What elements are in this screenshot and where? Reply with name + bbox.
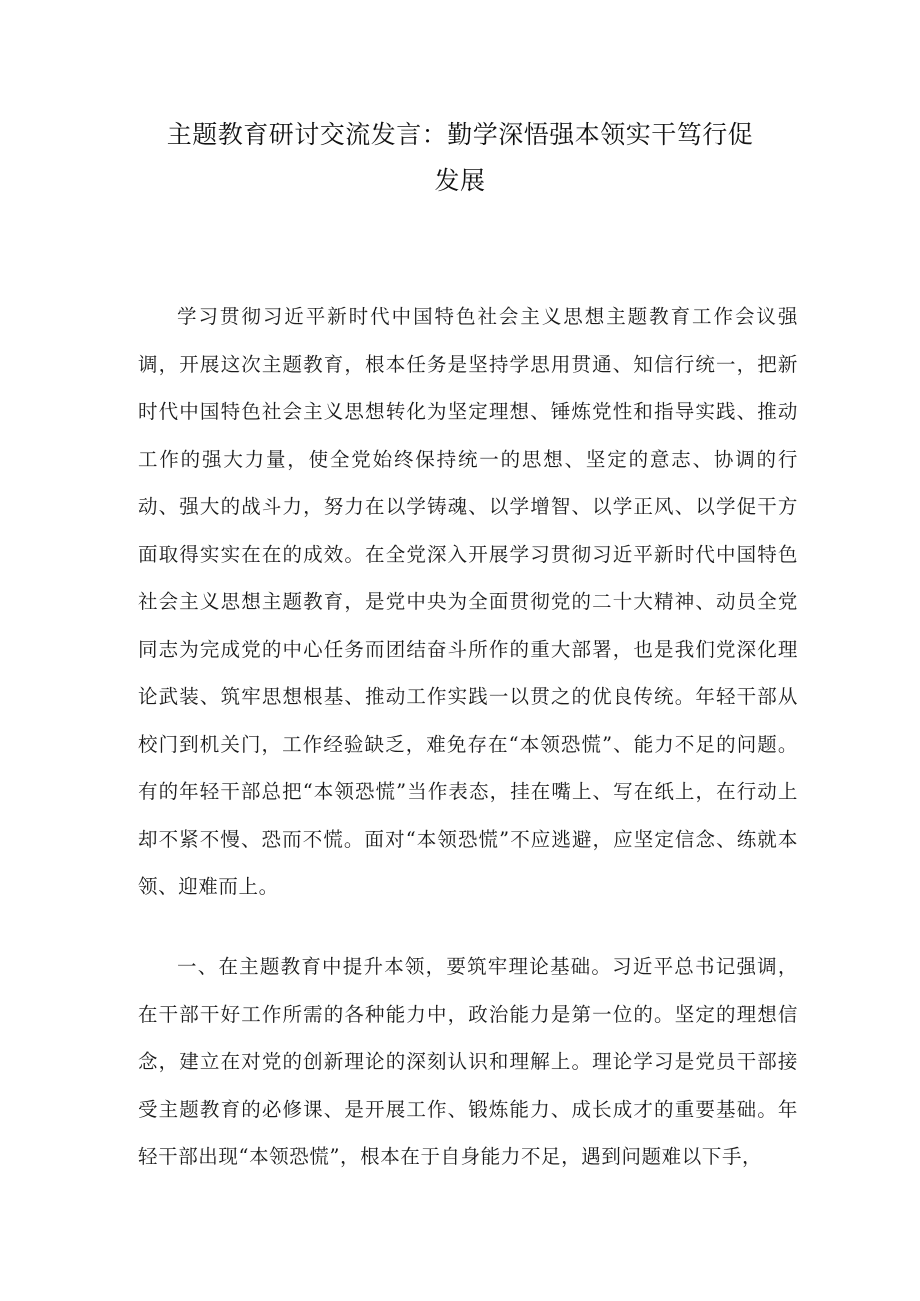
document-title xyxy=(140,112,780,204)
title-line-2: 发展 xyxy=(434,166,486,195)
body-paragraph-1: 学习贯彻习近平新时代中国特色社会主义思想主题教育工作会议强调，开展这次主题教育，根本任务是坚持学思用贯通、知信行统一，把新时代中国特色社会主义思想转化为坚定理想、锤炼党性和指导实践、推动工作的强大力量，使全党始终保持统一的思想、坚定的意志、协调的行动、强大的战斗力，努力在以学铸魂、以学增智、以学正风、以学促干方面取得实实在在的成效。在全党深入开展学习贯彻习近平新时代中国特色社会主义思想主题教育，是党中央为全面贯彻党的二十大精神、动员全党同志为完成党的中心任务而团结奋斗所作的重大部署，也是我们党深化理论武装、筑牢思想根基、推动工作实践一以贯之的优良传统。年轻干部从校门到机关门，工作经验缺乏，难免存在“本领恐慌”、能力不足的问题。有的年轻干部总把“本领恐慌”当作表态，挂在嘴上、写在纸上，在行动上却不紧不慢、恐而不慌。面对“本领恐慌”不应逃避，应坚定信念、练就本领、迎难而上。 xyxy=(138,305,798,898)
body-paragraph-2: 一、在主题教育中提升本领，要筑牢理论基础。习近平总书记强调，在干部干好工作所需的各种能力中，政治能力是第一位的。坚定的理想信念，建立在对党的创新理论的深刻认识和理解上。理论学习是党员干部接受主题教育的必修课、是开展工作、锻炼能力、成长成才的重要基础。年轻干部出现“本领恐慌”，根本在于自身能力不足，遇到问题难以下手， xyxy=(138,955,798,1168)
title-line-1: 主题教育研讨交流发言：勤学深悟强本领实干笃行促 xyxy=(166,120,754,149)
